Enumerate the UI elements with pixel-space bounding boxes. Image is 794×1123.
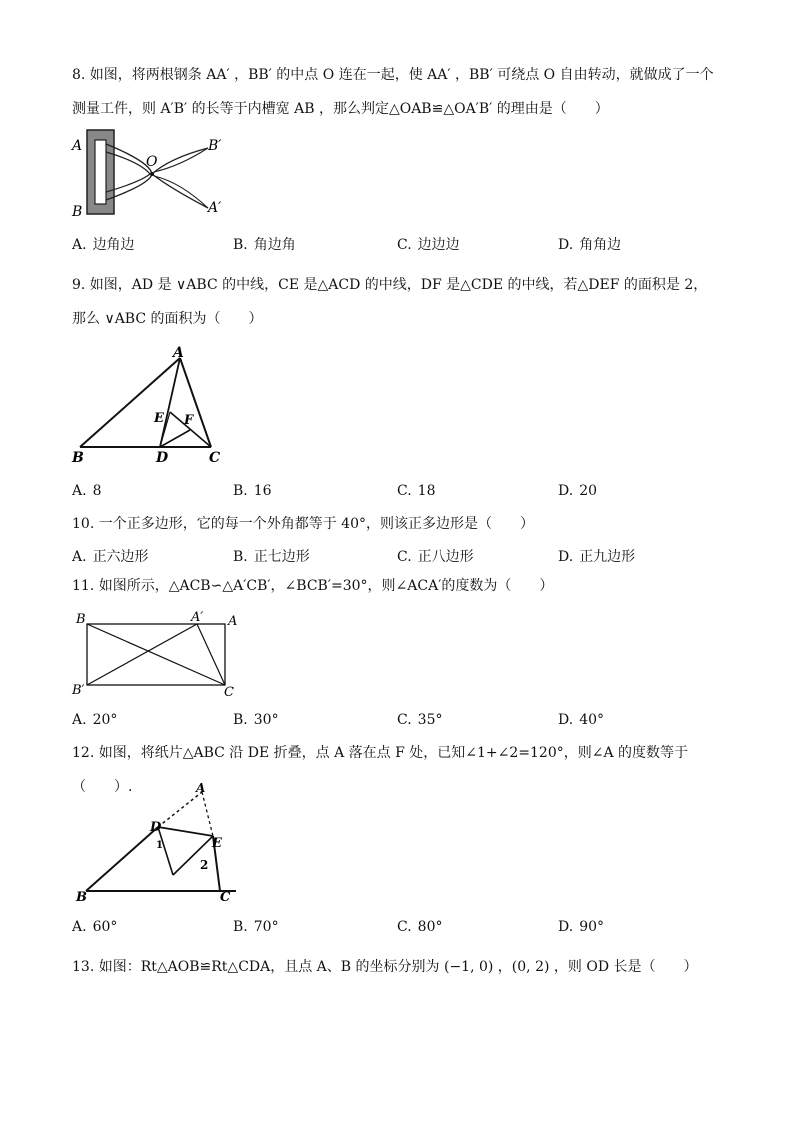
question-9-line-2: 那么 ∨ABC 的面积为（ ） [72,311,263,327]
side-bd [86,827,158,891]
figure-q12-folded-triangle [70,780,250,904]
question-8-text [72,58,732,126]
q8-option-a[interactable]: A. 边角边 [72,237,135,253]
pivot-point-o [150,172,154,176]
segment-b-prime-a-prime [87,624,197,685]
median-ad [160,358,180,447]
label-a: A [72,138,83,154]
label-b-prime: B′ [72,683,85,698]
question-11-text [72,569,732,603]
question-10-line-1: 10. 一个正多边形，它的每一个外角都等于 40°，则该正多边形是（ ） [72,516,534,532]
label-f: F [184,413,194,428]
side-ab [80,358,180,447]
q9-option-a[interactable]: A. 8 [72,483,102,499]
q12-option-b[interactable]: B. 70° [233,919,279,935]
q9-option-c[interactable]: C. 18 [397,483,436,499]
label-a-prime: A′ [191,610,204,625]
q10-option-b[interactable]: B. 正七边形 [233,549,310,565]
question-12-line-1: 12. 如图，将纸片△ABC 沿 DE 折叠，点 A 落在点 F 处，已知∠1+∠2=120°，则∠A 的度数等于（ ）. [72,745,689,795]
label-b: B [72,450,84,466]
question-8-line-2: 测量工件，则 A′B′ 的长等于内槽宽 AB ，那么判定△OAB≌△OA′B′ 的理由是（ ） [72,101,609,117]
question-12-options [72,919,732,941]
label-c: C [220,890,231,904]
q8-option-d[interactable]: D. 角角边 [558,237,622,253]
q12-option-c[interactable]: C. 80° [397,919,443,935]
question-11-line-1: 11. 如图所示，△ACB∽△A′CB′，∠BCB′=30°，则∠ACA′的度数为（ ） [72,578,554,594]
q10-option-d[interactable]: D. 正九边形 [558,549,636,565]
label-b: B [72,204,83,220]
q11-option-c[interactable]: C. 35° [397,712,443,728]
question-11-options [72,712,732,734]
label-e: E [212,836,222,851]
question-10-text [72,507,732,541]
q11-option-d[interactable]: D. 40° [558,712,605,728]
q8-option-b[interactable]: B. 角边角 [233,237,296,253]
question-8-line-1: 8. 如图，将两根钢条 AA′ ，BB′ 的中点 O 连在一起，使 AA′ ，BB′ 可绕点 O 自由转动，就做成了一个 [72,67,714,83]
q11-option-a[interactable]: A. 20° [72,712,118,728]
label-d: D [156,450,169,466]
label-a-prime: A′ [208,200,222,216]
label-b: B [76,890,87,904]
q8-option-c[interactable]: C. 边边边 [397,237,460,253]
q9-option-b[interactable]: B. 16 [233,483,272,499]
folded-side-da [158,792,202,827]
q12-option-d[interactable]: D. 90° [558,919,605,935]
label-c: C [224,685,234,700]
angle-2-label: 2 [200,858,209,872]
q10-option-a[interactable]: A. 正六边形 [72,549,149,565]
q10-option-c[interactable]: C. 正八边形 [397,549,474,565]
groove-slot [95,140,106,204]
q12-option-a[interactable]: A. 60° [72,919,118,935]
label-e: E [154,411,164,426]
segment-a-prime-c [197,624,225,685]
label-a: A [196,781,206,795]
figure-q8-calipers [70,126,240,222]
figure-q11-rectangle [70,608,250,700]
question-13-text [72,950,732,984]
folded-side-ae [202,792,213,836]
label-a: A [173,345,184,361]
question-13-line-1: 13. 如图：Rt△AOB≌Rt△CDA，且点 A、B 的坐标分别为 (−1, 0) ，(0, 2) ，则 OD 长是（ ） [72,959,698,975]
label-a: A [228,614,238,629]
label-d: D [150,820,162,835]
label-b-prime: B′ [208,138,222,154]
question-9-options [72,483,732,505]
label-o: O [146,154,158,170]
question-9-text [72,268,732,336]
label-c: C [209,450,221,466]
figure-q9-triangle [70,342,230,468]
angle-1-label: 1 [156,840,163,851]
label-b: B [76,612,86,627]
q9-option-d[interactable]: D. 20 [558,483,598,499]
fold-line-de [158,827,213,836]
question-9-line-1: 9. 如图，AD 是 ∨ABC 的中线，CE 是△ACD 的中线，DF 是△CDE 的中线，若△DEF 的面积是 2， [72,277,708,293]
question-8-options [72,234,732,256]
diagonal-bc [87,624,225,685]
question-10-options [72,546,732,568]
q11-option-b[interactable]: B. 30° [233,712,279,728]
